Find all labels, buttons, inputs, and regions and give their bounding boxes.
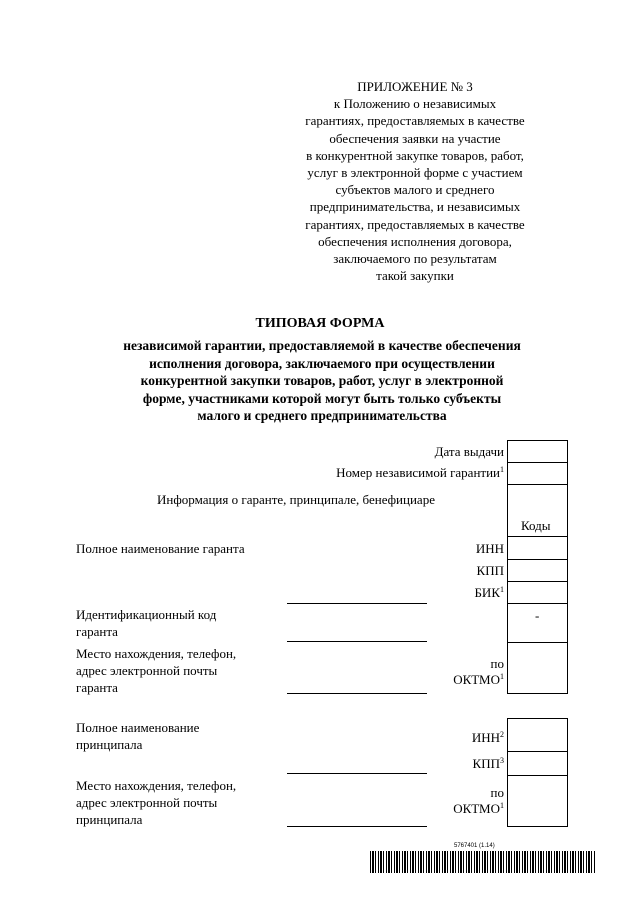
subtitle-line: исполнения договора, заключаемого при осуществлении [149, 355, 495, 371]
principal-kpp-box[interactable] [507, 751, 568, 776]
bik-text: БИК [474, 585, 500, 600]
footnote-mark: 1 [500, 465, 504, 474]
guarantor-name-underline [287, 603, 427, 604]
footnote-mark: 1 [500, 672, 504, 681]
guarantor-kpp-label: КПП [476, 563, 504, 578]
guarantor-oktmo-label [453, 672, 504, 688]
footnote-mark: 1 [500, 801, 504, 810]
principal-kpp-text: КПП [472, 756, 500, 771]
principal-location-label-2: адрес электронной почты [76, 795, 218, 810]
guarantor-id-code-label-2: гаранта [76, 624, 118, 639]
annex-line: заключаемого по результатам [333, 251, 497, 267]
annex-line: в конкурентной закупке товаров, работ, [306, 147, 524, 163]
principal-inn-box[interactable] [507, 718, 568, 752]
principal-name-underline [287, 773, 427, 774]
principal-location-underline [287, 826, 427, 827]
subtitle-line: независимой гарантии, предоставляемой в качестве обеспечения [123, 338, 521, 353]
subtitle-line: форме, участниками которой могут быть только субъекты [142, 390, 502, 406]
codes-label: Коды [521, 518, 551, 533]
principal-oktmo-label [453, 801, 504, 817]
oktmo-text: ОКТМО [453, 672, 500, 687]
principal-location-label-3: принципала [76, 812, 143, 827]
guarantor-location-label-3: гаранта [76, 680, 118, 695]
annex-line: обеспечения исполнения договора, [318, 233, 512, 249]
guarantor-location-label-2: адрес электронной почты [76, 663, 218, 678]
annex-line: предпринимательства, и независимых [309, 199, 521, 215]
footnote-mark: 3 [500, 756, 504, 765]
parties-info-label: Информация о гаранте, принципале, бенефициаре [157, 492, 435, 507]
guarantor-bik-box[interactable] [507, 581, 568, 604]
guarantor-oktmo-po: по [490, 656, 504, 671]
guarantor-inn-box[interactable] [507, 536, 568, 560]
guarantor-location-underline [287, 693, 427, 694]
annex-line: такой закупки [376, 268, 454, 284]
barcode [370, 851, 596, 873]
principal-inn-text: ИНН [471, 730, 500, 745]
annex-line: услуг в электронной форме с участием [307, 165, 523, 181]
form-subtitle [70, 337, 574, 425]
form-title: ТИПОВАЯ ФОРМА [255, 316, 385, 331]
guarantor-id-code-label-1: Идентификационный код [76, 607, 217, 622]
guarantor-id-code-value: - [535, 608, 540, 623]
subtitle-line: малого и среднего предпринимательства [197, 408, 447, 423]
guarantor-id-code-underline [287, 641, 427, 642]
principal-location-label-1: Место нахождения, телефон, [76, 778, 237, 793]
subtitle-line: конкурентной закупки товаров, работ, услуг в электронной [140, 373, 504, 388]
annex-header [290, 78, 540, 284]
annex-line: обеспечения заявки на участие [329, 130, 501, 146]
guarantor-name-label: Полное наименование гаранта [76, 541, 245, 556]
guarantor-inn-label: ИНН [475, 541, 504, 556]
annex-line: гарантиях, предоставляемых в качестве [305, 113, 525, 129]
issue-date-label: Дата выдачи [434, 444, 504, 459]
footnote-mark: 1 [500, 585, 504, 594]
guarantor-bik-label [474, 585, 504, 601]
principal-name-label-2: принципала [76, 737, 143, 752]
annex-line: субъектов малого и среднего [335, 182, 495, 198]
guarantee-number-label [336, 465, 504, 481]
annex-line: к Положению о независимых [333, 96, 497, 112]
guarantee-number-text: Номер независимой гарантии [336, 465, 500, 480]
principal-name-label-1: Полное наименование [76, 720, 200, 735]
codes-spacer [507, 484, 568, 516]
footnote-mark: 2 [500, 730, 504, 739]
guarantee-number-box[interactable] [507, 462, 568, 485]
annex-line: гарантиях, предоставляемых в качестве [305, 216, 525, 232]
principal-oktmo-text: ОКТМО [453, 801, 500, 816]
guarantor-kpp-box[interactable] [507, 559, 568, 582]
guarantor-location-label-1: Место нахождения, телефон, [76, 646, 237, 661]
annex-line: ПРИЛОЖЕНИЕ № 3 [357, 79, 473, 94]
guarantor-oktmo-box[interactable] [507, 642, 568, 694]
issue-date-box[interactable] [507, 440, 568, 463]
principal-oktmo-po: по [490, 785, 504, 800]
principal-inn-label [472, 730, 504, 746]
barcode-number: 5767401 (1.14) [454, 843, 495, 849]
principal-kpp-label [473, 756, 504, 772]
principal-oktmo-box[interactable] [507, 775, 568, 827]
